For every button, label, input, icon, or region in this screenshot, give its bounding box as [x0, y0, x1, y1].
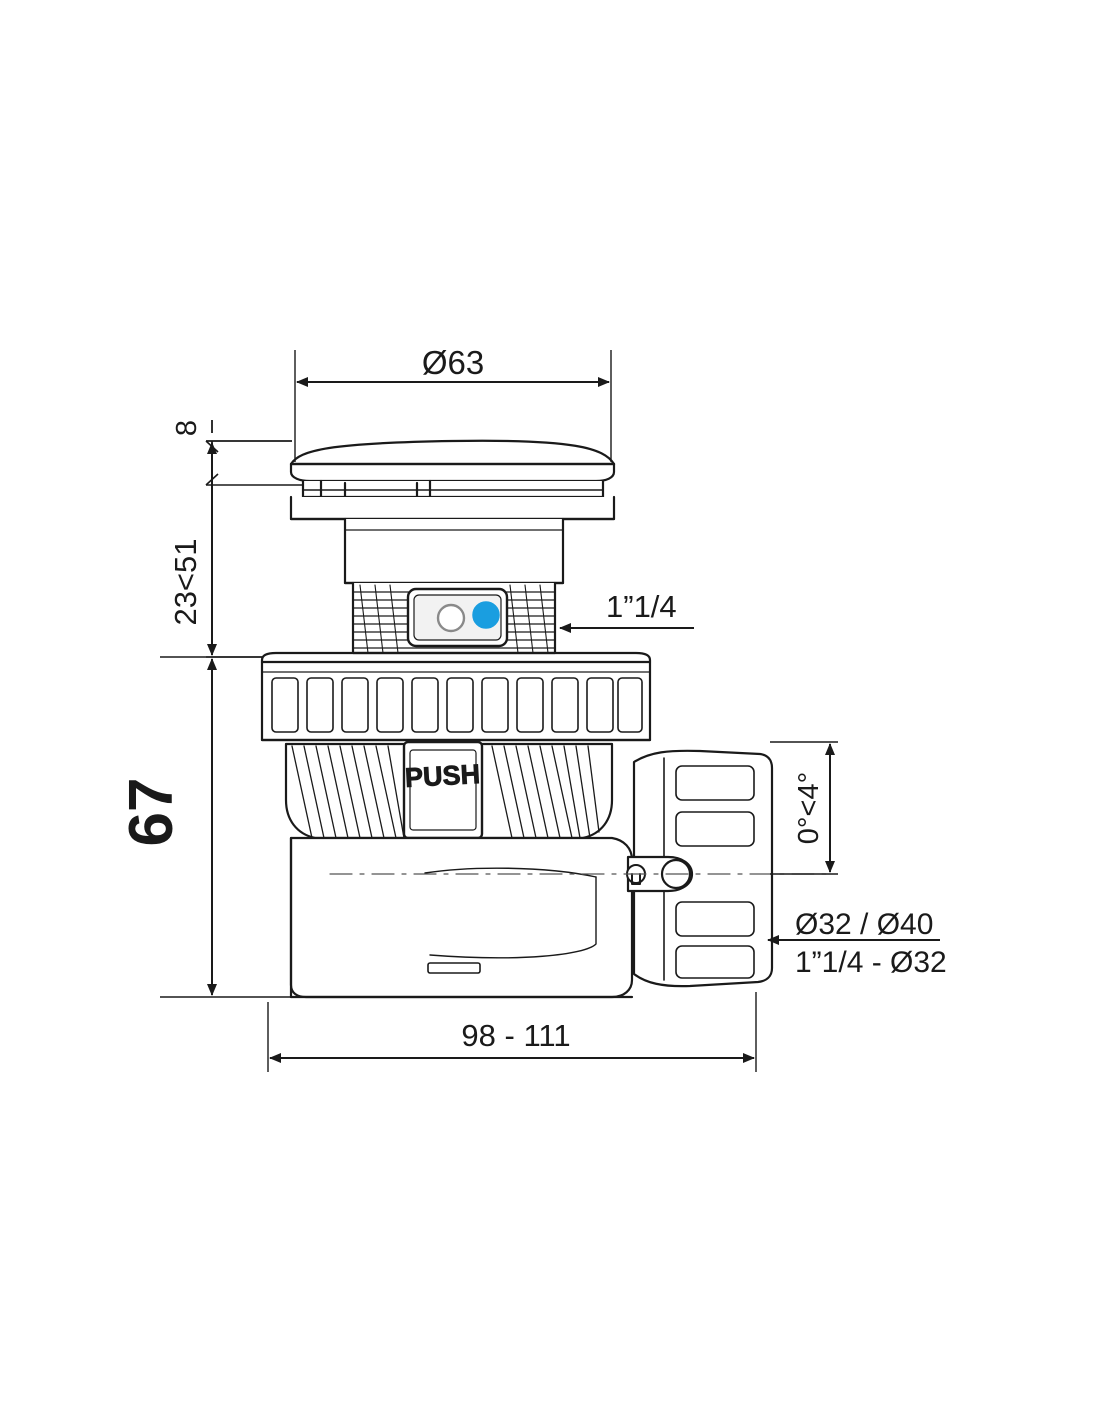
- label-overall-length: 98 - 111: [461, 1018, 571, 1053]
- temperature-indicator-tag: [408, 589, 507, 646]
- drain-cover-cap: [291, 441, 614, 519]
- label-push-button: PUSH: [404, 759, 481, 793]
- label-total-height: 67: [117, 777, 186, 847]
- dimension-height-range: [206, 441, 292, 657]
- outlet-cap: [627, 751, 772, 986]
- label-inlet-thread: 1”1/4: [606, 589, 677, 624]
- label-outlet-size-1: Ø32 / Ø40: [795, 908, 934, 941]
- upper-body-cylinder: [345, 519, 563, 583]
- ribbed-collar-nut: [262, 653, 650, 740]
- trap-bowl-body: [291, 838, 632, 997]
- label-outlet-size-2: 1”1/4 - Ø32: [795, 946, 947, 979]
- label-top-diameter: Ø63: [421, 344, 485, 381]
- label-outlet-angle: 0°<4°: [793, 771, 825, 845]
- label-height-range: 23<51: [168, 538, 203, 626]
- label-cover-thickness: 8: [171, 419, 203, 437]
- dimension-cover-thickness: [206, 420, 302, 506]
